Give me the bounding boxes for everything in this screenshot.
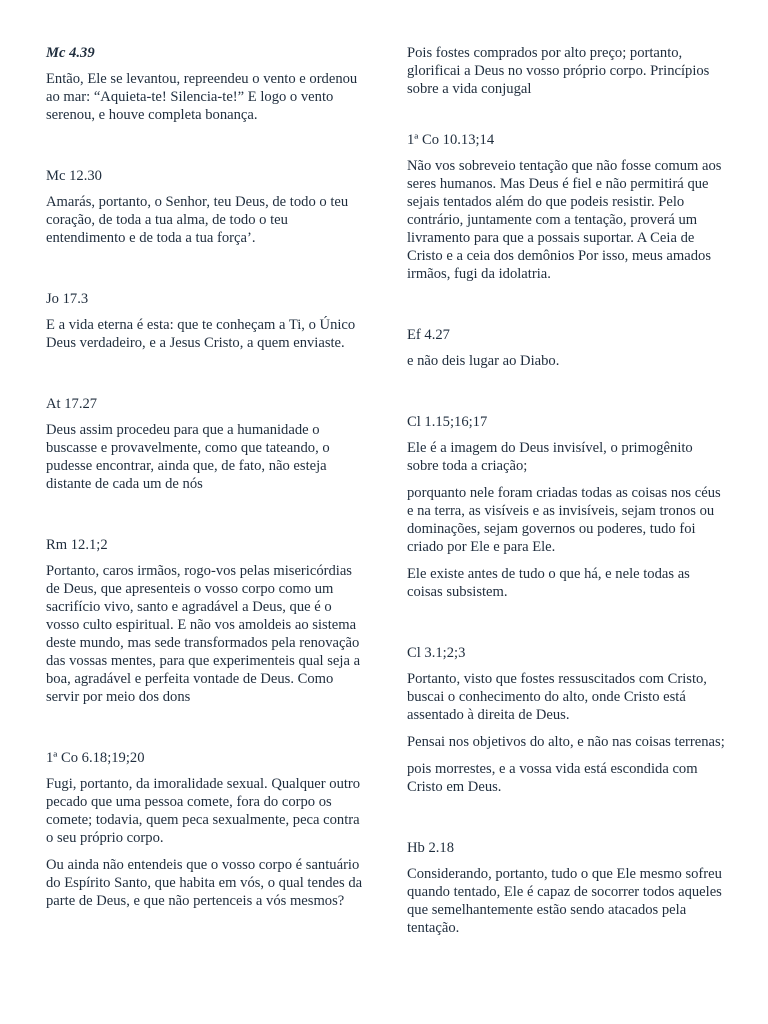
- verse-text: Pois fostes comprados por alto preço; portanto, glorificai a Deus no vosso próprio corpo. Princípios sobre a vida conjugal: [407, 45, 710, 97]
- verse-section-1co-10-13-14: [407, 131, 725, 283]
- verse-section-rm-12-1-2: [46, 536, 364, 706]
- verse-reference: Mc 12.30: [46, 168, 102, 184]
- right-column: [407, 44, 725, 946]
- verse-text: Não vos sobreveio tentação que não fosse comum aos seres humanos. Mas Deus é fiel e não permitirá que sejais tentados além do que podeis resistir. Pelo contrário, juntamente com a tentação, proverá um livramento para que a possais suportar. A Ceia de Cristo e a ceia dos demônios Por isso, meus amados irmãos, fugi da idolatria.: [407, 158, 722, 282]
- verse-text: Fugi, portanto, da imoralidade sexual. Qualquer outro pecado que uma pessoa comete, fora do corpo os comete; todavia, quem peca sexualmente, peca contra o seu próprio corpo.: [46, 776, 361, 846]
- verse-text: Ou ainda não entendeis que o vosso corpo é santuário do Espírito Santo, que habita em vós, o qual tendes da parte de Deus, e que não pertenceis a vós mesmos?: [46, 857, 363, 909]
- verse-text: pois morrestes, e a vossa vida está escondida com Cristo em Deus.: [407, 761, 698, 795]
- verse-text: porquanto nele foram criadas todas as coisas nos céus e na terra, as visíveis e as invisíveis, sejam tronos ou dominações, sejam governos ou poderes, tudo foi criado por Ele e para Ele.: [407, 485, 721, 555]
- verse-text: Amarás, portanto, o Senhor, teu Deus, de todo o teu coração, de toda a tua alma, de todo o teu entendimento e de toda a tua força’.: [46, 194, 349, 246]
- verse-reference: Jo 17.3: [46, 291, 89, 307]
- verse-section-hb-2-18: [407, 839, 725, 937]
- verse-section-jo-17-3: [46, 290, 364, 352]
- verse-text: Pensai nos objetivos do alto, e não nas coisas terrenas;: [407, 734, 725, 750]
- verse-reference: 1ª Co 6.18;19;20: [46, 750, 145, 766]
- verse-section-1co-6-18-19-20: [46, 749, 364, 910]
- verse-section-cl-3-1-2-3: [407, 644, 725, 796]
- verse-text: e não deis lugar ao Diabo.: [407, 353, 560, 369]
- verse-text: Portanto, visto que fostes ressuscitados com Cristo, buscai o conhecimento do alto, onde Cristo está assentado à direita de Deus.: [407, 671, 707, 723]
- verse-reference: Hb 2.18: [407, 840, 455, 856]
- verse-text: E a vida eterna é esta: que te conheçam a Ti, o Único Deus verdadeiro, e a Jesus Cristo, a quem enviaste.: [46, 317, 356, 351]
- verse-section-mc-4-39: [46, 44, 364, 124]
- verse-text: Deus assim procedeu para que a humanidade o buscasse e provavelmente, como que tateando, o pudesse encontrar, ainda que, de fato, não esteja distante de cada um de nós: [46, 422, 330, 492]
- verse-section-cl-1-15-16-17: [407, 413, 725, 601]
- verse-text: Então, Ele se levantou, repreendeu o vento e ordenou ao mar: “Aquieta-te! Silencia-te!” E logo o vento serenou, e houve completa bonança.: [46, 71, 358, 123]
- verse-reference: Cl 1.15;16;17: [407, 414, 488, 430]
- verse-reference: Cl 3.1;2;3: [407, 645, 466, 661]
- verse-reference: Ef 4.27: [407, 327, 450, 343]
- verse-reference: 1ª Co 10.13;14: [407, 132, 495, 148]
- verse-text: Portanto, caros irmãos, rogo-vos pelas misericórdias de Deus, que apresenteis o vosso corpo como um sacrifício vivo, santo e agradável a Deus, que é o vosso culto espiritual. E não vos amoldeis ao sistema deste mundo, mas sede transformados pela renovação das vossas mentes, para que experimenteis qual seja a boa, agradável e perfeita vontade de Deus. Como servir por meio dos dons: [46, 563, 361, 705]
- verse-reference: At 17.27: [46, 396, 98, 412]
- verse-text: Considerando, portanto, tudo o que Ele mesmo sofreu quando tentado, Ele é capaz de socorrer todos aqueles que semelhantemente estão sendo atacados pela tentação.: [407, 866, 722, 936]
- verse-reference: Rm 12.1;2: [46, 537, 108, 553]
- verse-text: Ele existe antes de tudo o que há, e nele todas as coisas subsistem.: [407, 566, 690, 600]
- verse-section-at-17-27: [46, 395, 364, 493]
- verse-section-mc-12-30: [46, 167, 364, 247]
- verse-section-continuation: [407, 44, 725, 98]
- verse-text: Ele é a imagem do Deus invisível, o primogênito sobre toda a criação;: [407, 440, 693, 474]
- left-column: [46, 44, 364, 919]
- verse-section-ef-4-27: [407, 326, 725, 370]
- verse-reference: Mc 4.39: [46, 45, 95, 61]
